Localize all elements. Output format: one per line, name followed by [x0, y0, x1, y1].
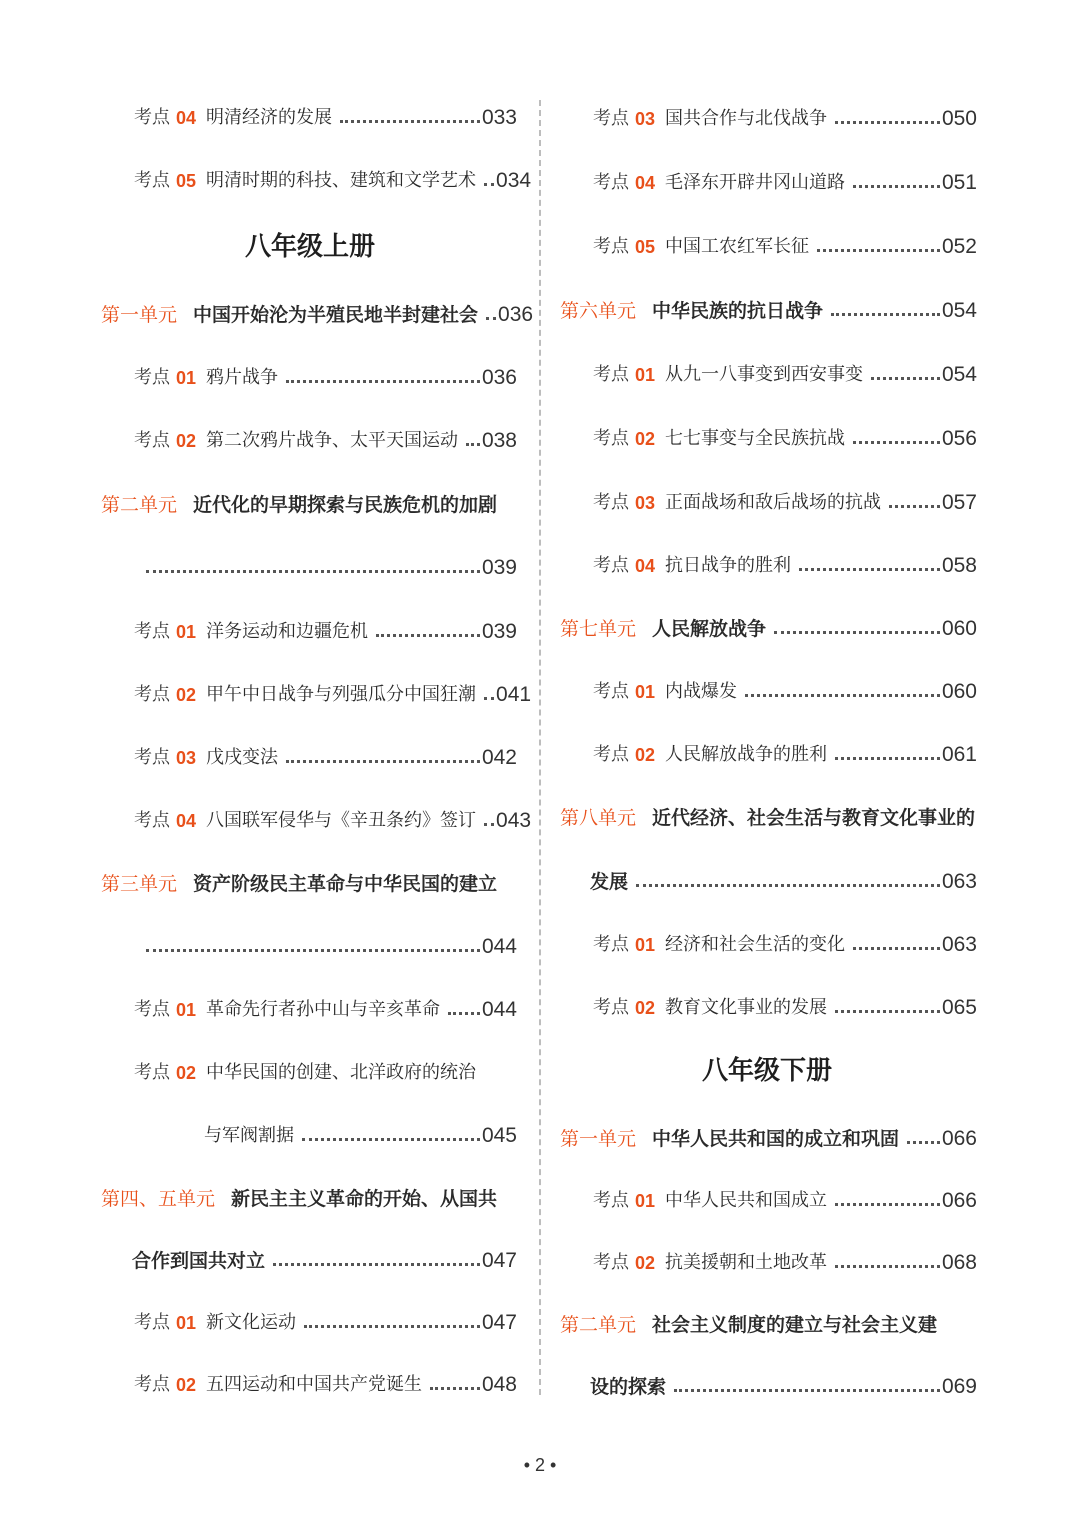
- toc-item-row[interactable]: [134, 90, 517, 130]
- dot-leader: [799, 566, 940, 571]
- dot-leader: [835, 119, 940, 124]
- page-number-ref: 057: [941, 491, 977, 514]
- dot-leader: [817, 247, 940, 252]
- kaodian-label: 考点: [593, 172, 629, 193]
- kaodian-label: 考点: [134, 1374, 170, 1395]
- dot-leader: [146, 947, 480, 952]
- kaodian-number: 04: [635, 556, 656, 576]
- entry-title: 设的探索: [590, 1376, 667, 1398]
- kaodian-label: 考点: [593, 364, 629, 385]
- dot-leader: [835, 755, 940, 760]
- entry-title: 中华民国的创建、北洋政府的统治: [206, 1062, 477, 1083]
- dot-leader: [484, 695, 494, 700]
- kaodian-number: 02: [635, 1253, 656, 1273]
- dot-leader: [286, 378, 480, 383]
- grade-heading: 八年级上册: [244, 232, 375, 262]
- unit-label: 第六单元: [560, 300, 637, 322]
- toc-item-row[interactable]: [134, 350, 517, 390]
- page-number-ref: 047: [481, 1249, 517, 1272]
- page-number-ref: 065: [941, 996, 977, 1019]
- page-number-ref: 048: [481, 1373, 517, 1396]
- entry-title: 八国联军侵华与《辛丑条约》签订: [206, 810, 477, 831]
- entry-title: 洋务运动和边疆危机: [206, 621, 369, 642]
- kaodian-number: 02: [176, 1063, 197, 1083]
- entry-title: 发展: [590, 871, 629, 893]
- kaodian-label: 考点: [134, 367, 170, 388]
- dot-leader: [484, 821, 494, 826]
- toc-item-row[interactable]: [593, 664, 977, 704]
- kaodian-number: 02: [635, 429, 656, 449]
- page-number-ref: 044: [481, 998, 517, 1021]
- grade-heading: 八年级下册: [701, 1056, 832, 1086]
- dot-leader: [340, 118, 480, 123]
- page-number-ref: 038: [481, 429, 517, 452]
- toc-item-row[interactable]: [593, 411, 977, 451]
- page-number-ref: 054: [941, 363, 977, 386]
- entry-title: 抗日战争的胜利: [665, 555, 792, 576]
- dot-leader: [853, 439, 940, 444]
- unit-label: 第二单元: [101, 494, 178, 516]
- kaodian-label: 考点: [593, 236, 629, 257]
- kaodian-number: 03: [635, 109, 656, 129]
- page-number-ref: 047: [481, 1311, 517, 1334]
- kaodian-label: 考点: [134, 621, 170, 642]
- toc-item-row[interactable]: [138, 540, 517, 580]
- toc-unit-row[interactable]: [560, 1111, 977, 1151]
- toc-item-row[interactable]: [134, 1295, 517, 1335]
- toc-item-row[interactable]: [590, 1359, 977, 1399]
- toc-unit-row[interactable]: [560, 283, 977, 323]
- kaodian-number: 01: [176, 1313, 197, 1333]
- page-number: • 2 •: [523, 1455, 557, 1475]
- entry-title: 五四运动和中国共产党诞生: [206, 1374, 423, 1395]
- kaodian-label: 考点: [593, 428, 629, 449]
- toc-item-row[interactable]: [134, 604, 517, 644]
- dot-leader: [774, 629, 940, 634]
- toc-item-row[interactable]: [134, 730, 517, 770]
- dot-leader: [466, 441, 480, 446]
- kaodian-number: 01: [635, 365, 656, 385]
- toc-unit-row[interactable]: [560, 790, 977, 830]
- kaodian-number: 03: [635, 493, 656, 513]
- kaodian-number: 01: [176, 622, 197, 642]
- toc-item-row[interactable]: [593, 91, 977, 131]
- toc-item-row[interactable]: [132, 1233, 517, 1273]
- kaodian-number: 05: [635, 237, 656, 257]
- entry-title: 明清时期的科技、建筑和文学艺术: [206, 170, 477, 191]
- unit-label: 第七单元: [560, 618, 637, 640]
- toc-item-row[interactable]: [134, 982, 517, 1022]
- page-number-ref: 043: [496, 809, 532, 832]
- entry-title: 社会主义制度的建立与社会主义建: [652, 1314, 938, 1336]
- kaodian-number: 04: [176, 108, 197, 128]
- toc-item-row[interactable]: [593, 219, 977, 259]
- kaodian-number: 03: [176, 748, 197, 768]
- dot-leader: [304, 1323, 480, 1328]
- entry-title: 人民解放战争: [652, 618, 767, 640]
- toc-unit-row[interactable]: [560, 601, 977, 641]
- entry-title: 中国工农红军长征: [665, 236, 810, 257]
- toc-item-row[interactable]: [593, 1173, 977, 1213]
- kaodian-label: 考点: [593, 934, 629, 955]
- dot-leader: [302, 1136, 480, 1141]
- page-number-ref: 069: [941, 1375, 977, 1398]
- page-number-ref: 054: [941, 299, 977, 322]
- dot-leader: [745, 692, 940, 697]
- toc-item-row[interactable]: [134, 793, 532, 833]
- kaodian-label: 考点: [593, 997, 629, 1018]
- kaodian-number: 02: [176, 431, 197, 451]
- toc-unit-row[interactable]: [101, 1171, 517, 1211]
- page-number-ref: 052: [941, 235, 977, 258]
- kaodian-label: 考点: [134, 107, 170, 128]
- dot-leader: [674, 1387, 940, 1392]
- dot-leader: [430, 1385, 480, 1390]
- dot-leader: [831, 311, 940, 316]
- toc-item-row[interactable]: [138, 919, 517, 959]
- kaodian-label: 考点: [593, 1252, 629, 1273]
- toc-item-row[interactable]: [590, 854, 977, 894]
- kaodian-label: 考点: [134, 810, 170, 831]
- dot-leader: [146, 568, 480, 573]
- unit-label: 第一单元: [560, 1128, 637, 1150]
- kaodian-label: 考点: [593, 1190, 629, 1211]
- page-number-ref: 068: [941, 1251, 977, 1274]
- page-number-ref: 056: [941, 427, 977, 450]
- kaodian-number: 01: [635, 935, 656, 955]
- entry-title: 鸦片战争: [206, 367, 279, 388]
- kaodian-label: 考点: [593, 108, 629, 129]
- dot-leader: [889, 503, 940, 508]
- dot-leader: [835, 1201, 940, 1206]
- entry-title: 中国开始沦为半殖民地半封建社会: [193, 304, 479, 326]
- page-number-ref: 051: [941, 171, 977, 194]
- toc-item-row[interactable]: [134, 413, 517, 453]
- entry-title: 内战爆发: [665, 681, 738, 702]
- page-number-ref: 039: [481, 556, 517, 579]
- dot-leader: [486, 315, 496, 320]
- page-number-ref: 041: [496, 683, 532, 706]
- kaodian-number: 02: [635, 745, 656, 765]
- unit-label: 第三单元: [101, 873, 178, 895]
- entry-title: 从九一八事变到西安事变: [665, 364, 864, 385]
- entry-title: 新文化运动: [206, 1312, 297, 1333]
- entry-title: 合作到国共对立: [132, 1250, 266, 1272]
- toc-item-row[interactable]: [593, 917, 977, 957]
- entry-title: 七七事变与全民族抗战: [665, 428, 846, 449]
- kaodian-label: 考点: [134, 999, 170, 1020]
- page-number-ref: 045: [481, 1124, 517, 1147]
- kaodian-label: 考点: [134, 1062, 170, 1083]
- toc-item-row[interactable]: [134, 1357, 517, 1397]
- unit-label: 第四、五单元: [101, 1188, 216, 1210]
- dot-leader: [286, 758, 480, 763]
- kaodian-number: 02: [635, 998, 656, 1018]
- entry-title: 教育文化事业的发展: [665, 997, 828, 1018]
- toc-item-row[interactable]: [593, 980, 977, 1020]
- toc-unit-row[interactable]: [101, 287, 534, 327]
- entry-title: 与军阀割据: [204, 1125, 294, 1146]
- toc-unit-row[interactable]: [101, 856, 517, 896]
- dot-leader: [835, 1008, 940, 1013]
- entry-title: 革命先行者孙中山与辛亥革命: [206, 999, 441, 1020]
- page-number-ref: 061: [941, 743, 977, 766]
- dot-leader: [273, 1261, 480, 1266]
- page-number-ref: 033: [481, 106, 517, 129]
- page-number-ref: 034: [496, 169, 532, 192]
- entry-title: 抗美援朝和土地改革: [665, 1252, 828, 1273]
- unit-label: 第八单元: [560, 807, 637, 829]
- entry-title: 第二次鸦片战争、太平天国运动: [206, 430, 459, 451]
- entry-title: 近代经济、社会生活与教育文化事业的: [652, 807, 976, 829]
- unit-label: 第一单元: [101, 304, 178, 326]
- entry-title: 中华民族的抗日战争: [652, 300, 824, 322]
- dot-leader: [853, 183, 940, 188]
- dot-leader: [907, 1139, 940, 1144]
- page-number-ref: 066: [941, 1127, 977, 1150]
- page-number-ref: 036: [498, 303, 534, 326]
- page-number-ref: 060: [941, 617, 977, 640]
- kaodian-label: 考点: [593, 744, 629, 765]
- page-number-ref: 063: [941, 933, 977, 956]
- page-number-ref: 060: [941, 680, 977, 703]
- toc-item-row[interactable]: [134, 1045, 517, 1085]
- page-number-ref: 042: [481, 746, 517, 769]
- toc-unit-row[interactable]: [101, 477, 517, 517]
- kaodian-number: 02: [176, 685, 197, 705]
- entry-title: 戊戌变法: [206, 747, 279, 768]
- kaodian-label: 考点: [593, 681, 629, 702]
- toc-unit-row[interactable]: [560, 1297, 977, 1337]
- entry-title: 中华人民共和国的成立和巩固: [652, 1128, 900, 1150]
- toc-item-row[interactable]: [593, 538, 977, 578]
- entry-title: 国共合作与北伐战争: [665, 108, 828, 129]
- entry-title: 新民主主义革命的开始、从国共: [231, 1188, 498, 1210]
- dot-leader: [835, 1263, 940, 1268]
- dot-leader: [636, 882, 940, 887]
- kaodian-number: 04: [635, 173, 656, 193]
- entry-title: 人民解放战争的胜利: [665, 744, 828, 765]
- page-number-ref: 039: [481, 620, 517, 643]
- dot-leader: [871, 375, 940, 380]
- kaodian-label: 考点: [134, 747, 170, 768]
- toc-item-row[interactable]: [134, 667, 532, 707]
- kaodian-label: 考点: [593, 555, 629, 576]
- kaodian-label: 考点: [134, 170, 170, 191]
- kaodian-label: 考点: [134, 684, 170, 705]
- entry-title: 资产阶级民主革命与中华民国的建立: [193, 873, 498, 895]
- kaodian-label: 考点: [134, 430, 170, 451]
- page-number-ref: 036: [481, 366, 517, 389]
- page-number-ref: 044: [481, 935, 517, 958]
- toc-item-row[interactable]: [204, 1108, 517, 1148]
- dot-leader: [448, 1010, 480, 1015]
- kaodian-number: 04: [176, 811, 197, 831]
- entry-title: 近代化的早期探索与民族危机的加剧: [193, 494, 498, 516]
- unit-label: 第二单元: [560, 1314, 637, 1336]
- kaodian-number: 01: [635, 682, 656, 702]
- dot-leader: [484, 181, 494, 186]
- column-divider: [539, 100, 541, 1395]
- toc-item-row[interactable]: [593, 347, 977, 387]
- toc-item-row[interactable]: [593, 475, 977, 515]
- page-number-ref: 063: [941, 870, 977, 893]
- toc-item-row[interactable]: [593, 727, 977, 767]
- page-number-ref: 050: [941, 107, 977, 130]
- kaodian-number: 01: [176, 1000, 197, 1020]
- page-number-ref: 058: [941, 554, 977, 577]
- entry-title: 明清经济的发展: [206, 107, 333, 128]
- toc-item-row[interactable]: [593, 1235, 977, 1275]
- dot-leader: [376, 632, 480, 637]
- toc-item-row[interactable]: [134, 153, 532, 193]
- kaodian-label: 考点: [134, 1312, 170, 1333]
- kaodian-label: 考点: [593, 492, 629, 513]
- dot-leader: [853, 945, 940, 950]
- entry-title: 毛泽东开辟井冈山道路: [665, 172, 846, 193]
- entry-title: 甲午中日战争与列强瓜分中国狂潮: [206, 684, 477, 705]
- entry-title: 经济和社会生活的变化: [665, 934, 846, 955]
- kaodian-number: 05: [176, 171, 197, 191]
- kaodian-number: 01: [635, 1191, 656, 1211]
- toc-item-row[interactable]: [593, 155, 977, 195]
- kaodian-number: 02: [176, 1375, 197, 1395]
- entry-title: 正面战场和敌后战场的抗战: [665, 492, 882, 513]
- entry-title: 中华人民共和国成立: [665, 1190, 828, 1211]
- page-number-ref: 066: [941, 1189, 977, 1212]
- kaodian-number: 01: [176, 368, 197, 388]
